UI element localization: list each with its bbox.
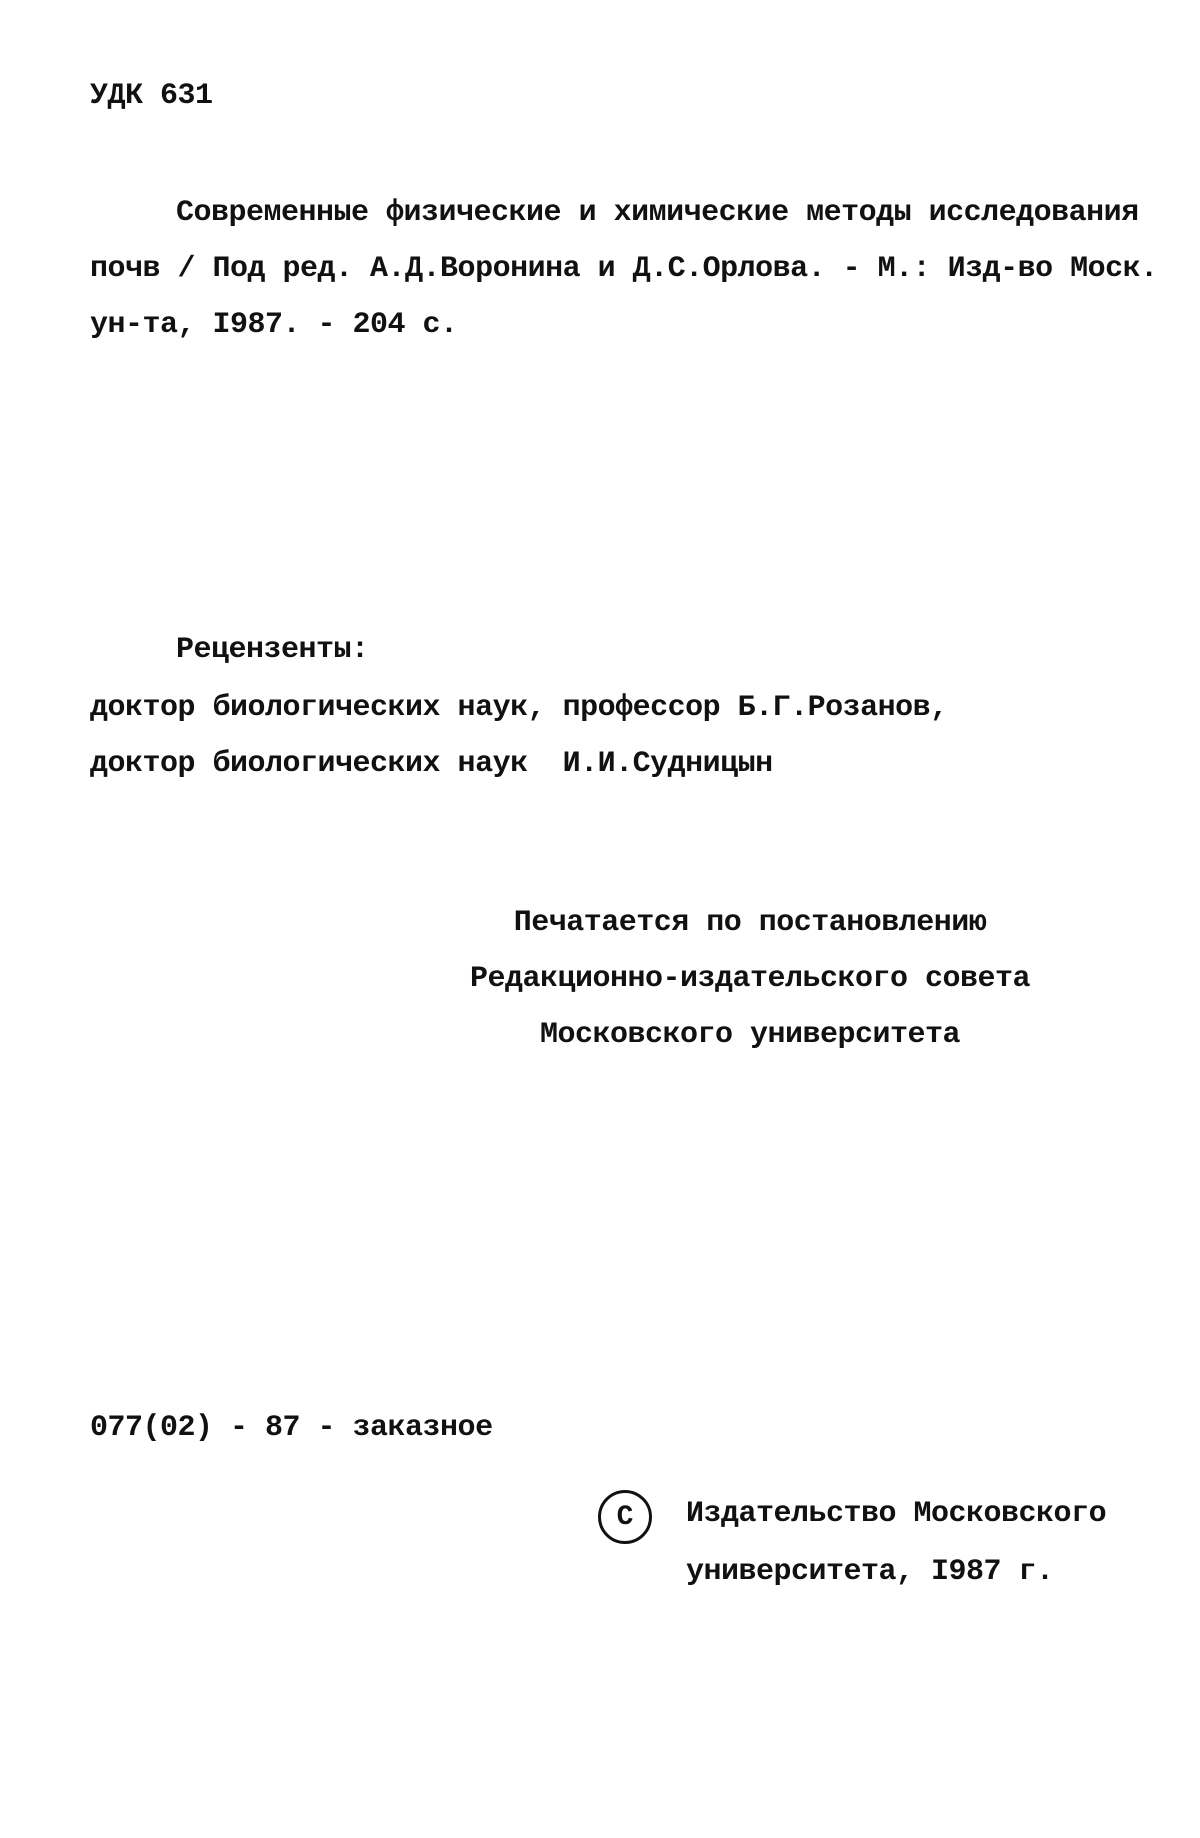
copyright-line-1: Издательство Московского	[686, 1497, 1107, 1531]
udk-code: УДК 631	[90, 79, 213, 113]
publication-note-line-2: Редакционно-издательского совета	[469, 962, 1031, 996]
reviewer-2: доктор биологических наук И.И.Судницын	[90, 747, 773, 781]
bibliography-line-2: почв / Под ред. А.Д.Воронина и Д.С.Орлова. - М.: Изд-во Моск.	[90, 252, 1158, 286]
publication-note-line-3: Московского университета	[539, 1018, 961, 1052]
publication-note-line-1: Печатается по постановлению	[513, 906, 987, 940]
reviewer-1: доктор биологических наук, профессор Б.Г.Розанов,	[90, 691, 948, 725]
copyright-icon	[598, 1490, 652, 1544]
reviewers-heading: Рецензенты:	[176, 633, 369, 667]
bibliography-line-3: ун-та, I987. - 204 с.	[90, 308, 458, 342]
order-code: 077(02) - 87 - заказное	[90, 1411, 493, 1445]
copyright-symbol: C	[616, 1501, 634, 1533]
bibliography-line-1: Современные физические и химические методы исследования	[176, 196, 1139, 230]
publication-note	[460, 905, 1040, 1073]
copyright-line-2: университета, I987 г.	[686, 1555, 1054, 1589]
